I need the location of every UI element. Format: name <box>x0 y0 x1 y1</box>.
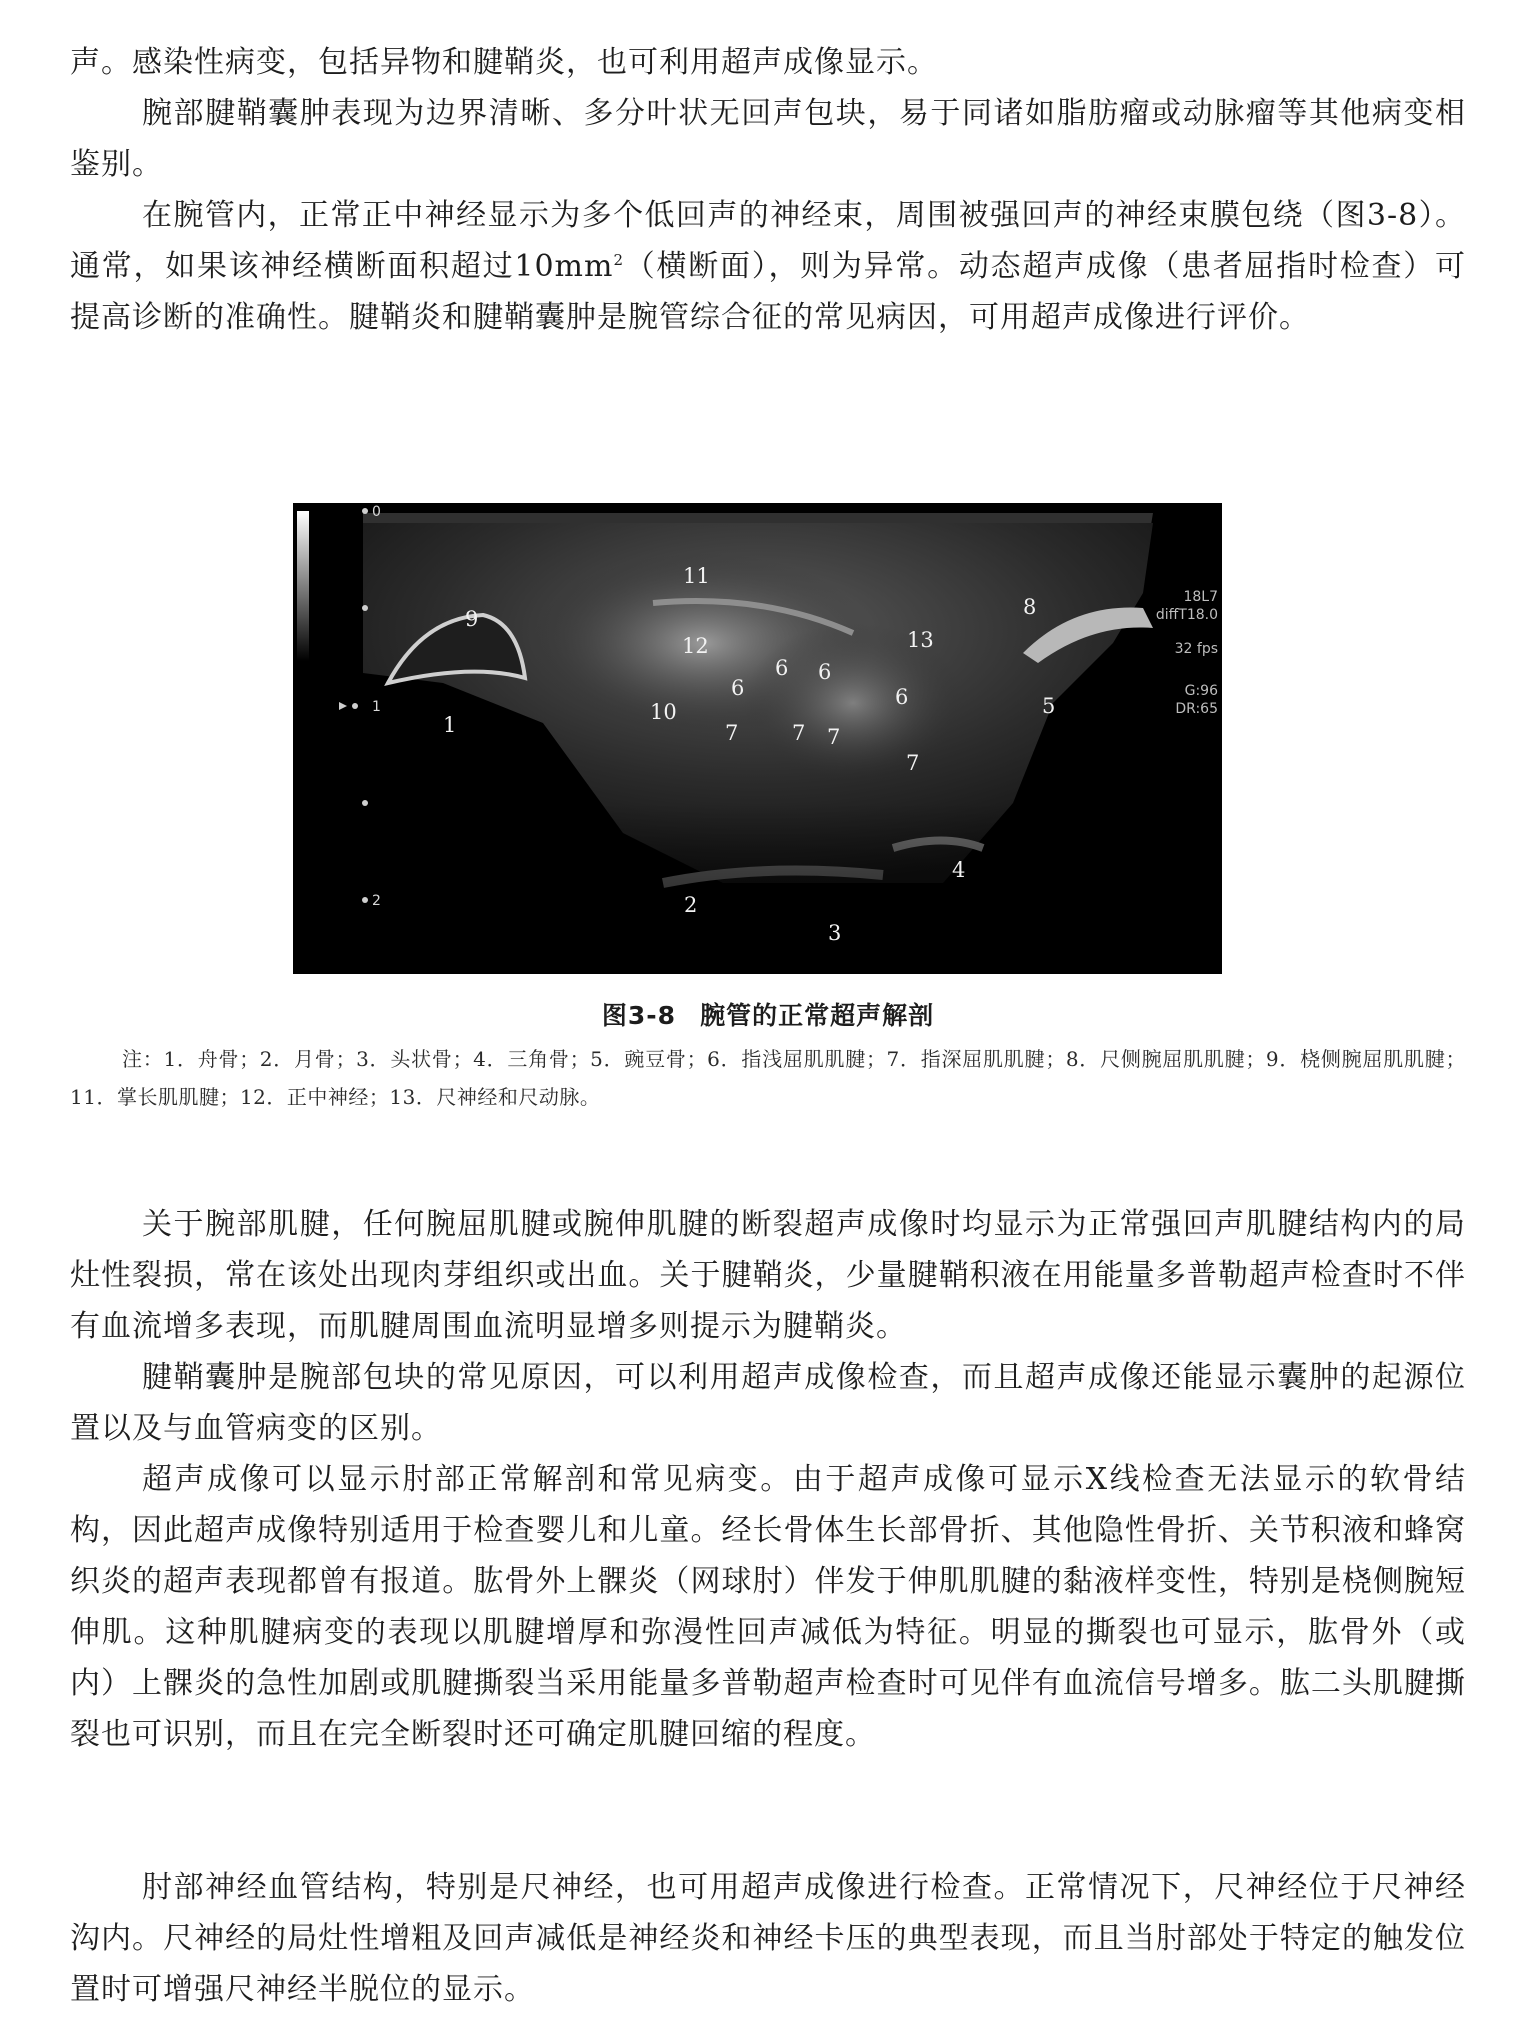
label-fdp-tendon: 7 <box>906 751 920 775</box>
figure-title: 腕管的正常超声解剖 <box>700 1001 935 1030</box>
label-palmaris-longus: 11 <box>683 564 710 588</box>
label-fds-tendon: 6 <box>818 660 832 684</box>
scale-dot <box>362 605 368 611</box>
depth-fade <box>293 803 1222 974</box>
depth-2: 2 <box>372 893 381 909</box>
label-fds-tendon: 6 <box>895 685 909 709</box>
grayscale-bar <box>297 511 309 661</box>
figure-note: 注：1．舟骨；2．月骨；3．头状骨；4．三角骨；5．豌豆骨；6．指浅屈肌肌腱；7．指深屈肌肌腱；8．尺侧腕屈肌肌腱；9．桡侧腕屈肌肌腱；11．掌长肌肌腱；12．正中神经；13．尺神经和尺动脉。 <box>70 1047 1466 1109</box>
scale-dot <box>352 703 358 709</box>
paragraph-2: 腕部腱鞘囊肿表现为边界清晰、多分叶状无回声包块，易于同诸如脂肪瘤或动脉瘤等其他病变相鉴别。 <box>70 96 1466 182</box>
paragraph-4: 关于腕部肌腱，任何腕屈肌腱或腕伸肌腱的断裂超声成像时均显示为正常强回声肌腱结构内的局灶性裂损，常在该处出现肉芽组织或出血。关于腱鞘炎，少量腱鞘积液在用能量多普勒超声检查时不伴有血流增多表现，而肌腱周围血流明显增多则提示为腱鞘炎。 <box>70 1207 1466 1344</box>
probe-info: 18L7 <box>1183 589 1218 605</box>
label-fds-tendon: 6 <box>731 676 745 700</box>
label-median-nerve: 12 <box>682 634 709 658</box>
gain-info: G:96 <box>1184 683 1218 699</box>
label-fdp-tendon: 7 <box>725 721 739 745</box>
paragraph-7: 肘部神经血管结构，特别是尺神经，也可用超声成像进行检查。正常情况下，尺神经位于尺神经沟内。尺神经的局灶性增粗及回声减低是神经炎和神经卡压的典型表现，而且当肘部处于特定的触发位置时可增强尺神经半脱位的显示。 <box>70 1870 1466 2007</box>
ultrasound-figure <box>293 503 1222 974</box>
label-fcu-tendon: 8 <box>1023 595 1037 619</box>
scale-dot <box>362 897 368 903</box>
paragraph-1: 声。感染性病变，包括异物和腱鞘炎，也可利用超声成像显示。 <box>70 45 938 80</box>
depth-1: 1 <box>372 699 381 715</box>
label-triquetrum: 4 <box>952 858 966 882</box>
ultrasound-image <box>293 503 1222 974</box>
depth-0: 0 <box>372 504 381 520</box>
paragraph-6: 超声成像可以显示肘部正常解剖和常见病变。由于超声成像可显示X线检查无法显示的软骨结构，因此超声成像特别适用于检查婴儿和儿童。经长骨体生长部骨折、其他隐性骨折、关节积液和蜂窝织炎的超声表现都曾有报道。肱骨外上髁炎（网球肘）伴发于伸肌肌腱的黏液样变性，特别是桡侧腕短伸肌。这种肌腱病变的表现以肌腱增厚和弥漫性回声减低为特征。明显的撕裂也可显示，肱骨外（或内）上髁炎的急性加剧或肌腱撕裂当采用能量多普勒超声检查时可见伴有血流信号增多。肱二头肌腱撕裂也可识别，而且在完全断裂时还可确定肌腱回缩的程度。 <box>70 1462 1466 1752</box>
label-pisiform: 5 <box>1042 694 1056 718</box>
dynamic-range-info: DR:65 <box>1175 701 1218 717</box>
label-lunate: 2 <box>684 893 698 917</box>
label-fds-tendon: 6 <box>775 656 789 680</box>
label-10: 10 <box>650 700 677 724</box>
frame-rate-info: 32 fps <box>1174 641 1218 657</box>
preset-info: diffT18.0 <box>1155 607 1218 623</box>
label-fdp-tendon: 7 <box>827 725 841 749</box>
label-capitate: 3 <box>828 921 842 945</box>
paragraph-3-part-1: 在腕管内，正常正中神经显示为多个低回声的神经束，周围被强回声的神经束膜包绕（图3-8）。通常，如果该神经横断面积超过10mm <box>70 198 1466 284</box>
paragraph-3-part-2: （横断面），则为异常。动态超声成像（患者屈指时检查）可提高诊断的准确性。腱鞘炎和腱鞘囊肿是腕管综合征的常见病因，可用超声成像进行评价。 <box>70 249 1467 335</box>
figure-caption <box>0 996 1536 1032</box>
label-ulnar-nerve-artery: 13 <box>907 628 934 652</box>
paragraph-5: 腱鞘囊肿是腕部包块的常见原因，可以利用超声成像检查，而且超声成像还能显示囊肿的起源位置以及与血管病变的区别。 <box>70 1360 1466 1446</box>
paragraph-3 <box>70 190 1466 343</box>
superscript: 2 <box>613 251 624 269</box>
scale-dot <box>362 800 368 806</box>
label-fcr-tendon: 9 <box>465 607 479 631</box>
label-scaphoid: 1 <box>443 713 457 737</box>
figure-number: 图3-8 <box>601 1001 677 1030</box>
label-fdp-tendon: 7 <box>792 721 806 745</box>
scale-dot <box>362 508 368 514</box>
